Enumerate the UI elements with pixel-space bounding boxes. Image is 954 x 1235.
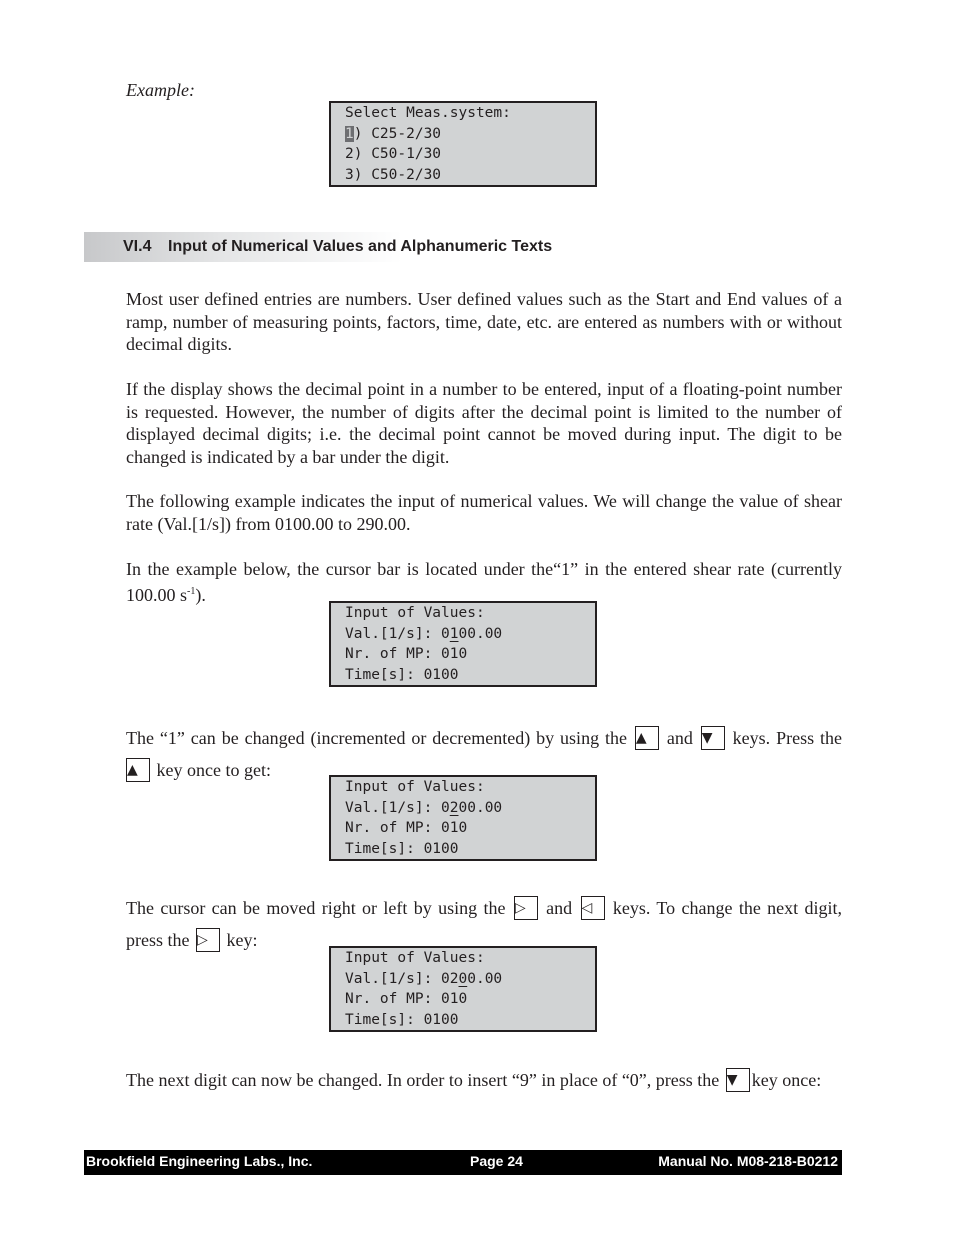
paragraph-text: The cursor can be moved right or left by using the — [126, 898, 506, 918]
lcd-line: Input of Values: — [345, 950, 485, 966]
paragraph-text: keys. Press the — [732, 728, 842, 748]
page-footer — [84, 1150, 842, 1175]
section-title: Input of Numerical Values and Alphanumeric Texts — [168, 238, 553, 255]
lcd-text: Val.[1/s]: 02 — [345, 970, 459, 987]
paragraph-cursor-bar — [126, 558, 842, 606]
lcd-text: ) C25-2/30 — [353, 125, 442, 142]
paragraph-text: The next digit can now be changed. In order to insert “9” in place of “0”, press the — [126, 1070, 720, 1090]
paragraph-decimal-point: If the display shows the decimal point in a number to be entered, input of a floating-point number is requested. However, the number of digits after the decimal point is limited to the number of displayed decimal digits; i.e. the decimal point cannot be moved during input. The digit to be changed is indicated by a bar under the digit. — [126, 379, 842, 467]
lcd-cursor: 1 — [345, 125, 354, 142]
up-arrow-key-icon: ▲ — [126, 758, 150, 782]
paragraph-text: ). — [195, 584, 206, 605]
lcd-line: Nr. of MP: 010 — [345, 820, 468, 836]
example-label: Example: — [126, 80, 195, 100]
lcd-cursor-digit: 2 — [449, 799, 459, 816]
down-arrow-key-icon: ▼ — [726, 1068, 750, 1092]
left-arrow-key-icon: ◁ — [581, 896, 605, 920]
lcd-line — [345, 124, 595, 145]
lcd-cursor-digit: 0 — [458, 970, 468, 987]
lcd-line: Nr. of MP: 010 — [345, 646, 468, 662]
paragraph-text: key: — [226, 930, 258, 950]
superscript-unit: -1 — [187, 585, 196, 597]
lcd-line: Time[s]: 0100 — [345, 666, 459, 683]
lcd-display-input-values-3 — [329, 946, 597, 1032]
paragraph-text: and — [666, 728, 693, 748]
paragraph-text: keys. To change the next digit, — [612, 898, 843, 918]
lcd-text: Val.[1/s]: 0 — [345, 799, 450, 816]
lcd-line: Time[s]: 0100 — [345, 840, 459, 857]
section-number: VI.4 — [123, 238, 152, 255]
right-arrow-key-icon: ▷ — [514, 896, 538, 920]
footer-page-number: Page 24 — [470, 1153, 523, 1169]
down-arrow-key-icon: ▼ — [701, 726, 725, 750]
lcd-line — [345, 798, 595, 819]
lcd-line: Input of Values: — [345, 779, 485, 795]
lcd-line — [345, 624, 595, 645]
lcd-text: 00.00 — [458, 799, 503, 816]
paragraph-text: and — [546, 898, 573, 918]
footer-manual-number: Manual No. M08-218-B0212 — [658, 1153, 838, 1169]
lcd-line: Select Meas.system: — [345, 105, 511, 121]
lcd-line: Nr. of MP: 010 — [345, 991, 468, 1007]
lcd-line: Input of Values: — [345, 605, 485, 621]
lcd-display-input-values-1 — [329, 601, 597, 687]
paragraph-text: The “1” can be changed (incremented or decremented) by using the — [126, 728, 627, 748]
footer-company: Brookfield Engineering Labs., Inc. — [86, 1153, 313, 1169]
lcd-text: 00.00 — [458, 625, 503, 642]
paragraph-example-intro: The following example indicates the input of numerical values. We will change the value of shear rate (Val.[1/s]) from 0100.00 to 290.00. — [126, 491, 842, 534]
paragraph-next-digit — [126, 1066, 842, 1094]
lcd-line: Time[s]: 0100 — [345, 1011, 459, 1028]
lcd-display-select-meas-system — [329, 101, 597, 187]
lcd-line — [345, 969, 595, 990]
paragraph-text: press the — [126, 930, 190, 950]
paragraph-text: key once to get: — [156, 760, 271, 780]
paragraph-text: key once: — [751, 1070, 822, 1090]
lcd-line: 2) C50-1/30 — [345, 146, 442, 162]
paragraph-text: In the example below, the cursor bar is located under the“1” in the entered shear rate (currently 100.00 s — [126, 559, 842, 605]
lcd-text: 0.00 — [467, 970, 503, 987]
lcd-line: 3) C50-2/30 — [345, 166, 442, 183]
lcd-text: Val.[1/s]: 0 — [345, 625, 450, 642]
lcd-display-input-values-2 — [329, 775, 597, 861]
right-arrow-key-icon: ▷ — [196, 928, 220, 952]
paragraph-user-entries: Most user defined entries are numbers. User defined values such as the Start and End values of a ramp, number of measuring points, factors, time, date, etc. are entered as numbers with or without decimal digits. — [126, 289, 842, 354]
up-arrow-key-icon: ▲ — [635, 726, 659, 750]
lcd-cursor-digit: 1 — [449, 625, 459, 642]
